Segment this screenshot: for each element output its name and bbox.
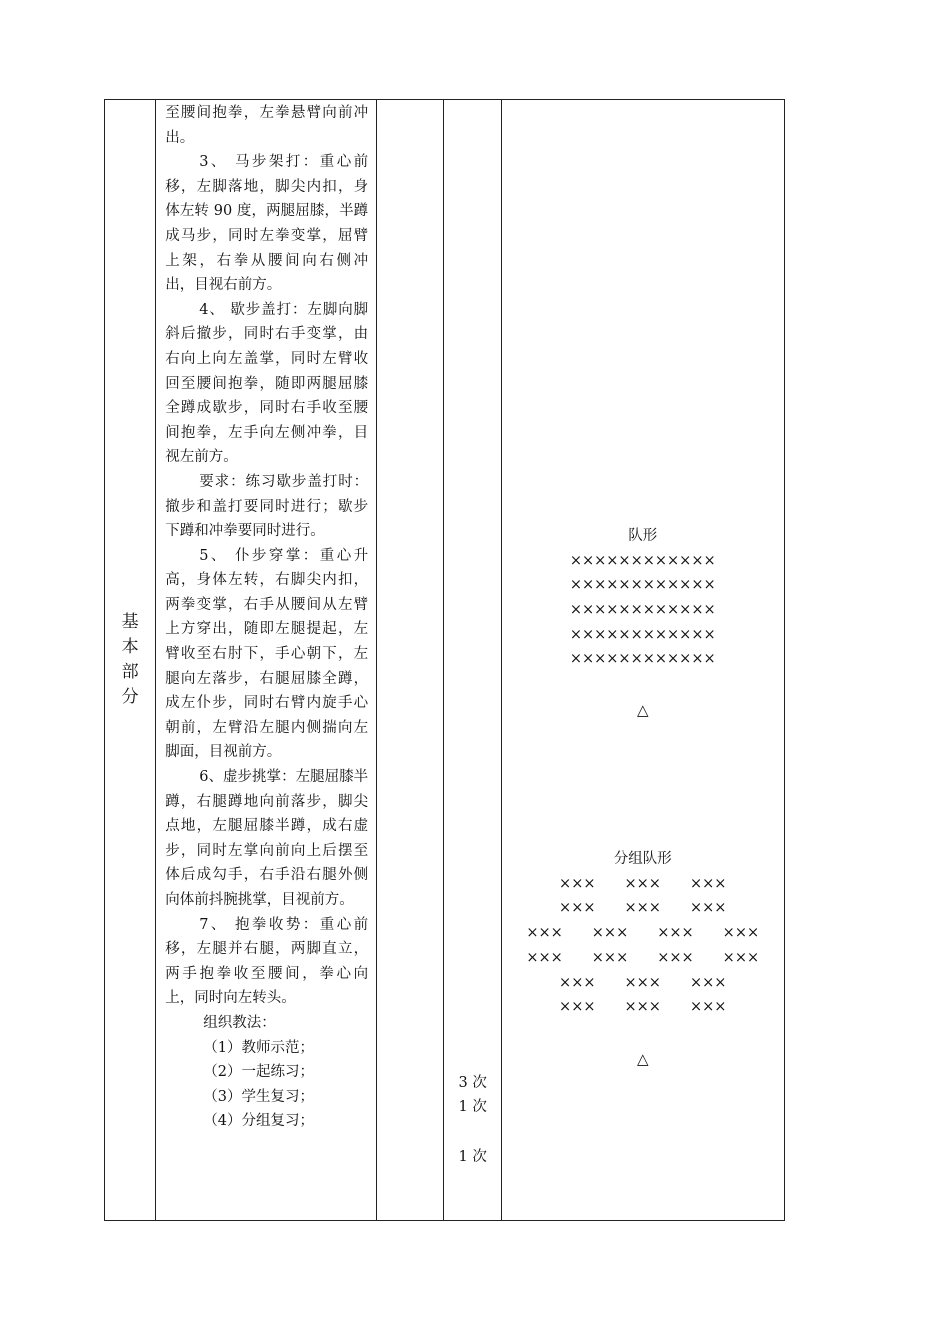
content-paragraph: 5、 仆步穿掌：重心升高，身体左转，右脚尖内扣，两拳变掌，右手从腰间从左臂上方穿出，随即左腿提起，左臂收至右肘下，手心朝下，左腿向左落步，右腿屈膝全蹲，成左仆步，同时右臂内旋手心朝前，左臂沿左腿内侧揣向左脚面，目视前方。 bbox=[165, 547, 369, 761]
content-paragraph: 4、 歇步盖打：左脚向脚斜后撤步，同时右手变掌，由右向上向左盖掌，同时左臂收回至腰间抱拳，随即两腿屈膝全蹲成歇步，同时右手收至腰间抱拳，左手向左侧冲拳，目视左前方。 bbox=[165, 301, 369, 466]
section-label: 基本部分 bbox=[121, 612, 139, 707]
content-paragraph: 7、 抱拳收势：重心前移，左腿并右腿，两脚直立，两手抱拳收至腰间，拳心向上，同时向左转头。 bbox=[165, 916, 369, 1007]
formation-row: ×××××××××××× bbox=[569, 553, 716, 569]
content-paragraph: （3）学生复习； bbox=[203, 1088, 314, 1105]
time-item: 3 次 bbox=[458, 1075, 487, 1091]
group-formation-row: ××× ××× ××× bbox=[559, 999, 727, 1015]
times-cell bbox=[444, 100, 501, 1221]
group-formation-row: ××× ××× ××× bbox=[559, 900, 727, 916]
formation-title: 队形 bbox=[628, 528, 658, 544]
table-row bbox=[105, 100, 785, 1221]
group-formation-row: ××× ××× ××× bbox=[559, 876, 727, 892]
formation-row: ×××××××××××× bbox=[569, 577, 716, 593]
time-item: 1 次 bbox=[458, 1149, 487, 1165]
content-paragraph: 组织教法： bbox=[203, 1014, 276, 1031]
content-paragraph: （2）一起练习； bbox=[203, 1064, 314, 1081]
section-cell bbox=[105, 100, 156, 1221]
group-formation-row: ××× ××× ××× ××× bbox=[526, 950, 760, 966]
formation-cell bbox=[501, 100, 784, 1221]
formation-row: ×××××××××××× bbox=[569, 627, 716, 643]
formation-row: ×××××××××××× bbox=[569, 602, 716, 618]
group-formation-row: ××× ××× ××× ××× bbox=[526, 925, 760, 941]
content-paragraph: 3、 马步架打：重心前移，左脚落地，脚尖内扣，身体左转 90 度，两腿屈膝，半蹲成马步，同时左拳变掌，屈臂上架，右拳从腰间向右侧冲出，目视右前方。 bbox=[165, 154, 369, 294]
content-paragraphs bbox=[165, 101, 368, 1134]
blank-cell bbox=[377, 100, 444, 1221]
teacher-marker: △ bbox=[636, 701, 649, 719]
group-teacher-marker: △ bbox=[636, 1050, 649, 1068]
content-cell bbox=[156, 100, 377, 1221]
content-paragraph: （4）分组复习； bbox=[203, 1113, 314, 1130]
content-paragraph: 要求：练习歇步盖打时：撤步和盖打要同时进行；歇步下蹲和冲拳要同时进行。 bbox=[165, 473, 369, 540]
group-formation-title: 分组队形 bbox=[613, 851, 672, 867]
lesson-plan-table bbox=[104, 99, 785, 1221]
content-paragraph: 至腰间抱拳，左拳悬臂向前冲出。 bbox=[165, 105, 369, 146]
time-item: 1 次 bbox=[458, 1099, 487, 1115]
content-paragraph: （1）教师示范； bbox=[203, 1039, 314, 1056]
content-paragraph: 6、虚步挑掌：左腿屈膝半蹲，右腿蹲地向前落步，脚尖点地，左腿屈膝半蹲，成右虚步，同时左掌向前向上后摆至体后成勾手，右手沿右腿外侧向体前抖腕挑掌，目视前方。 bbox=[165, 769, 369, 908]
formation-row: ×××××××××××× bbox=[569, 651, 716, 667]
group-formation-row: ××× ××× ××× bbox=[559, 975, 727, 991]
